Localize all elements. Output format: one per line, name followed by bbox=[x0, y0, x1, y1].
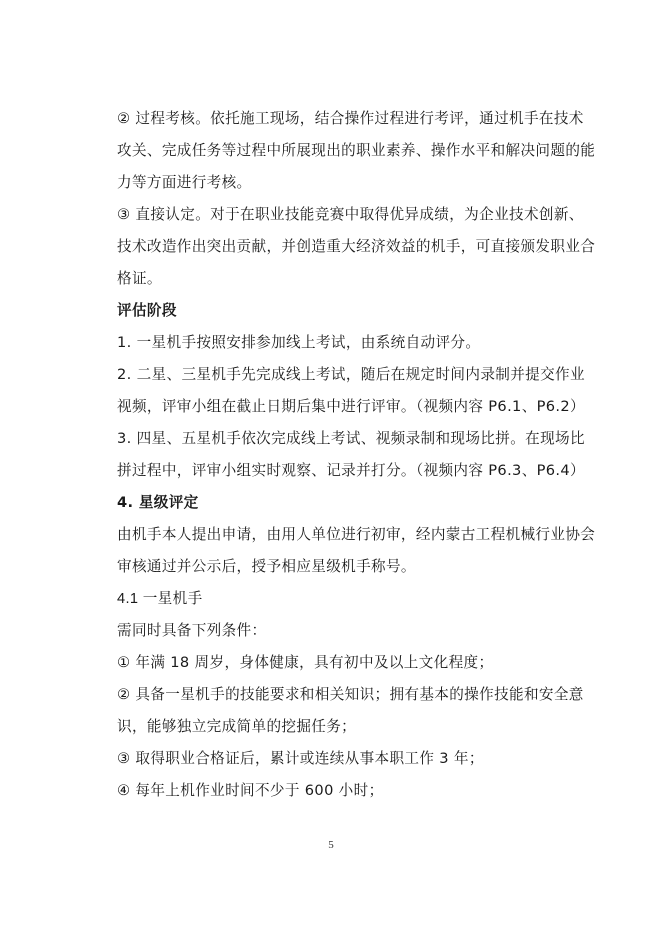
condition-item-skills-line-2: 识，能够独立完成简单的挖掘任务； bbox=[117, 718, 357, 735]
paragraph-application-line-2: 审核通过并公示后，授予相应星级机手称号。 bbox=[117, 558, 416, 575]
list-item-one-star-exam: 1. 一星机手按照安排参加线上考试，由系统自动评分。 bbox=[117, 334, 481, 351]
paragraph-direct-certification-line-2: 技术改造作出突出贡献，并创造重大经济效益的机手，可直接颁发职业合 bbox=[117, 238, 596, 255]
subheading-one-star-operator: 4.1 一星机手 bbox=[117, 591, 203, 607]
paragraph-process-assessment-line-3: 力等方面进行考核。 bbox=[117, 174, 252, 191]
condition-item-working-hours: ④ 每年上机作业时间不少于 600 小时； bbox=[117, 782, 384, 799]
list-item-four-five-star-line-2: 拼过程中，评审小组实时观察、记录并打分。（视频内容 P6.3、P6.4） bbox=[117, 462, 585, 479]
list-item-four-five-star-line-1: 3. 四星、五星机手依次完成线上考试、视频录制和现场比拼。在现场比 bbox=[117, 430, 585, 447]
condition-item-experience: ③ 取得职业合格证后，累计或连续从事本职工作 3 年； bbox=[117, 750, 484, 767]
condition-item-skills-line-1: ② 具备一星机手的技能要求和相关知识；拥有基本的操作技能和安全意 bbox=[117, 686, 584, 703]
heading-evaluation-stage: 评估阶段 bbox=[117, 302, 177, 319]
paragraph-direct-certification-line-3: 格证。 bbox=[117, 270, 162, 287]
paragraph-direct-certification-line-1: ③ 直接认定。对于在职业技能竞赛中取得优异成绩，为企业技术创新、 bbox=[117, 206, 584, 223]
list-item-two-three-star-line-2: 视频，评审小组在截止日期后集中进行评审。（视频内容 P6.1、P6.2） bbox=[117, 398, 585, 415]
paragraph-process-assessment-line-2: 攻关、完成任务等过程中所展现出的职业素养、操作水平和解决问题的能 bbox=[117, 142, 596, 159]
paragraph-application-line-1: 由机手本人提出申请，由用人单位进行初审，经内蒙古工程机械行业协会 bbox=[117, 526, 596, 543]
heading-star-rating: 4. 星级评定 bbox=[117, 494, 199, 511]
paragraph-process-assessment-line-1: ② 过程考核。依托施工现场，结合操作过程进行考评，通过机手在技术 bbox=[117, 110, 584, 127]
paragraph-conditions-intro: 需同时具备下列条件： bbox=[117, 622, 267, 639]
list-item-two-three-star-line-1: 2. 二星、三星机手先完成线上考试，随后在规定时间内录制并提交作业 bbox=[117, 366, 585, 383]
condition-item-age: ① 年满 18 周岁，身体健康，具有初中及以上文化程度； bbox=[117, 654, 494, 671]
page-number: 5 bbox=[328, 839, 334, 851]
